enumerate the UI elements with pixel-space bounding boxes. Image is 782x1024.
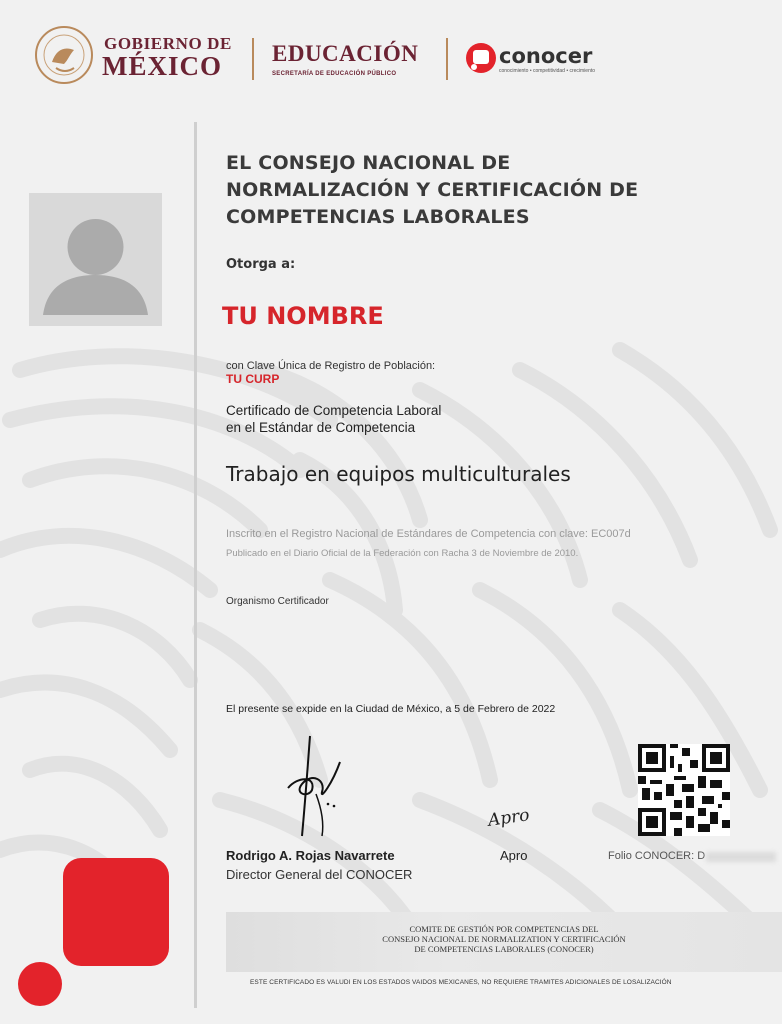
folio-label: Folio CONOCER: D (608, 850, 706, 862)
banner-line1: COMITE DE GESTIÓN POR COMPETENCIAS DEL (409, 924, 599, 934)
conocer-tagline: conocimiento • competitividad • crecimiento (499, 68, 596, 74)
curp-value: TU CURP (226, 372, 280, 386)
issued-line: El presente se expide en la Ciudad de México, a 5 de Febrero de 2022 (226, 703, 556, 715)
conocer-logo-icon (465, 42, 497, 74)
second-signature: Apro (486, 805, 531, 831)
cert-line1: Certificado de Competencia Laboral (226, 403, 442, 418)
gov-line2: MÉXICO (102, 51, 222, 81)
issuer-line2: NORMALIZACIÓN Y CERTIFICACIÓN DE (226, 179, 639, 201)
committee-text (226, 924, 782, 954)
vertical-rule (194, 122, 197, 1008)
grants-label: Otorga a: (226, 257, 296, 272)
published-line: Publicado en el Diario Oficial de la Federación con Racha 3 de Noviembre de 2010. (226, 548, 579, 559)
photo-placeholder (29, 193, 162, 326)
education-title: EDUCACIÓN (272, 41, 419, 66)
second-signer-name: Apro (500, 848, 528, 863)
avatar-icon (29, 193, 162, 326)
header-divider (252, 38, 254, 80)
issuer-line1: EL CONSEJO NACIONAL DE (226, 152, 511, 174)
director-name: Rodrigo A. Rojas Navarrete (226, 848, 395, 863)
issuer-heading (226, 150, 638, 231)
banner-line2: CONSEJO NACIONAL DE NORMALIZATION Y CERTIFICACIÓN (382, 934, 626, 944)
organism-label: Organismo Certificador (226, 596, 329, 607)
education-subtitle: SECRETARÍA DE EDUCACIÓN PÚBLICO (272, 71, 397, 77)
banner-line3: DE COMPETENCIAS LABORALES (CONOCER) (414, 944, 594, 954)
red-circle-decoration (18, 962, 62, 1006)
validity-note: ESTE CERTIFICADO ES VALUDI EN LOS ESTADOS VAIDOS MEXICANES, NO REQUIERE TRAMITES ADICIONALES DE LOSALIZACIÓN (250, 979, 672, 986)
mexico-seal-icon (34, 24, 94, 86)
curp-label: con Clave Única de Registro de Población: (226, 360, 436, 372)
conocer-name: conocer (499, 44, 593, 68)
registry-line: Inscrito en el Registro Nacional de Estándares de Competencia con clave: EC007d (226, 528, 631, 540)
director-title: Director General del CONOCER (226, 867, 413, 882)
qr-code-icon (638, 744, 730, 836)
director-signature (282, 732, 352, 842)
gov-line1: GOBIERNO DE (104, 34, 232, 53)
folio-redacted (706, 852, 776, 862)
red-square-decoration (63, 858, 169, 966)
committee-banner (226, 912, 782, 972)
certificate-type (226, 402, 441, 436)
header-divider-2 (446, 38, 448, 80)
standard-title: Trabajo en equipos multiculturales (226, 462, 571, 486)
recipient-name: TU NOMBRE (222, 302, 384, 330)
issuer-line3: COMPETENCIAS LABORALES (226, 206, 530, 228)
cert-line2: en el Estándar de Competencia (226, 420, 416, 435)
